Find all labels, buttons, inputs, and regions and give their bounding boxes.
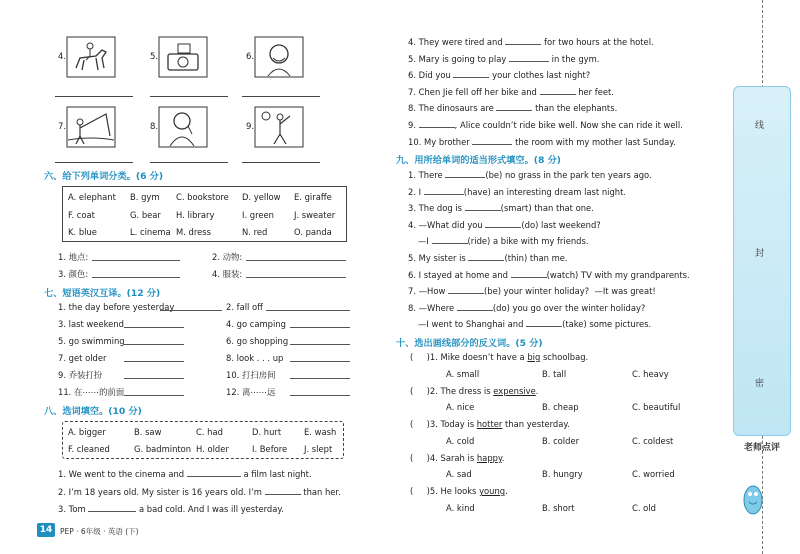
answer-blank[interactable] xyxy=(290,370,350,379)
word-option: J. sweater xyxy=(294,210,336,220)
answer-blank[interactable] xyxy=(160,302,222,311)
image-number: 7. xyxy=(58,122,67,132)
section-10-title: 十、选出画线部分的反义词。(5 分) xyxy=(396,338,543,349)
word-option: H. library xyxy=(176,210,215,220)
word-option: O. panda xyxy=(294,227,332,237)
phrase-item: 6. go shopping xyxy=(226,336,289,346)
choice-option[interactable]: C. beautiful xyxy=(632,402,681,412)
question-row: ( )5. He looks young. xyxy=(410,486,508,496)
question-row: 10. My brother the room with my mother last Sunday. xyxy=(408,137,676,147)
answer-blank[interactable] xyxy=(266,302,350,311)
binding-char: 封 xyxy=(755,249,765,259)
phrase-item: 5. go swimming xyxy=(58,336,125,346)
phrase-item: 7. get older xyxy=(58,353,107,363)
word-option: I. green xyxy=(242,210,274,220)
image-number: 4. xyxy=(58,52,67,62)
answer-line xyxy=(242,96,320,97)
choice-option[interactable]: B. hungry xyxy=(542,469,583,479)
word-option: E. giraffe xyxy=(294,192,332,202)
section-6-title: 六、给下列单词分类。(6 分) xyxy=(44,171,164,182)
answer-blank[interactable] xyxy=(124,336,184,345)
question-row: 2. I (have) an interesting dream last night. xyxy=(408,187,627,197)
answer-blank[interactable] xyxy=(290,319,350,328)
word-option: F. coat xyxy=(68,210,95,220)
answer-line xyxy=(242,162,320,163)
phrase-item: 2. fall off xyxy=(226,302,263,312)
answer-blank[interactable] xyxy=(290,336,350,345)
choice-option[interactable]: A. nice xyxy=(446,402,475,412)
phrase-item: 9. 乔装打扮 xyxy=(58,370,103,380)
answer-blank[interactable] xyxy=(290,387,350,396)
choice-option[interactable]: B. tall xyxy=(542,369,567,379)
word-option: A. bigger xyxy=(68,427,106,437)
question-row: ( )3. Today is hotter than yesterday. xyxy=(410,419,570,429)
answer-blank[interactable] xyxy=(124,387,184,396)
question-row: 8. —Where (do) you go over the winter holiday? xyxy=(408,303,646,313)
word-option: B. saw xyxy=(134,427,162,437)
old-man-icon xyxy=(254,36,304,78)
question-row: 3. The dog is (smart) than that one. xyxy=(408,203,594,213)
choice-option[interactable]: A. small xyxy=(446,369,480,379)
answer-blank[interactable] xyxy=(290,353,350,362)
answer-blank[interactable] xyxy=(246,269,346,278)
phrase-item: 11. 在⋯⋯的前面 xyxy=(58,387,125,397)
answer-line xyxy=(150,96,228,97)
word-option: L. cinema xyxy=(130,227,171,237)
choice-option[interactable]: B. short xyxy=(542,503,575,513)
question-row: 8. The dinosaurs are than the elephants. xyxy=(408,103,618,113)
mascot-icon xyxy=(740,478,766,518)
category-label: 4. 服装: xyxy=(212,269,243,279)
question-row: 2. I’m 18 years old. My sister is 16 years old. I’m than her. xyxy=(58,487,341,497)
choice-option[interactable]: B. cheap xyxy=(542,402,579,412)
phrase-item: 12. 离⋯⋯远 xyxy=(226,387,276,397)
answer-line xyxy=(55,96,133,97)
phrase-item: 1. the day before yesterday xyxy=(58,302,175,312)
phrase-item: 8. look . . . up xyxy=(226,353,284,363)
question-row: 7. Chen Jie fell off her bike and her feet. xyxy=(408,87,614,97)
image-number: 6. xyxy=(246,52,255,62)
question-row: ( )1. Mike doesn’t have a big schoolbag. xyxy=(410,352,589,362)
answer-blank[interactable] xyxy=(92,252,180,261)
choice-option[interactable]: A. cold xyxy=(446,436,475,446)
category-label: 1. 地点: xyxy=(58,252,89,262)
answer-line xyxy=(150,162,228,163)
choice-option[interactable]: C. old xyxy=(632,503,656,513)
teacher-comment-label: 老师点评 xyxy=(743,443,780,453)
question-row: 1. We went to the cinema and a film last night. xyxy=(58,469,312,479)
choice-option[interactable]: C. coldest xyxy=(632,436,674,446)
binding-char: 线 xyxy=(755,121,765,131)
word-option: N. red xyxy=(242,227,268,237)
image-number: 5. xyxy=(150,52,159,62)
horse-rider-icon xyxy=(66,36,116,78)
word-option: G. badminton xyxy=(134,444,192,454)
word-option: G. bear xyxy=(130,210,161,220)
phrase-item: 4. go camping xyxy=(226,319,286,329)
phrase-item: 10. 打扫房间 xyxy=(226,370,276,380)
answer-blank[interactable] xyxy=(124,319,184,328)
image-number: 9. xyxy=(246,122,255,132)
question-row: 7. —How (be) your winter holiday? —It was great! xyxy=(408,286,656,296)
word-option: A. elephant xyxy=(68,192,116,202)
phrase-item: 3. last weekend xyxy=(58,319,124,329)
image-number: 8. xyxy=(150,122,159,132)
section-8-title: 八、选词填空。(10 分) xyxy=(44,406,142,417)
camera-icon xyxy=(158,36,208,78)
choice-option[interactable]: B. colder xyxy=(542,436,580,446)
word-option: I. Before xyxy=(252,444,288,454)
category-label: 3. 颜色: xyxy=(58,269,89,279)
word-option: M. dress xyxy=(176,227,212,237)
word-option: B. gym xyxy=(130,192,160,202)
section-9-title: 九、用所给单词的适当形式填空。(8 分) xyxy=(396,155,561,166)
answer-blank[interactable] xyxy=(92,269,180,278)
category-label: 2. 动物: xyxy=(212,252,243,262)
page-number: 14 xyxy=(37,523,55,537)
answer-line xyxy=(55,162,133,163)
fishing-icon xyxy=(66,106,116,148)
answer-blank[interactable] xyxy=(124,370,184,379)
thinking-man-icon xyxy=(158,106,208,148)
question-row: —I (ride) a bike with my friends. xyxy=(418,236,589,246)
word-option: D. yellow xyxy=(242,192,281,202)
answer-blank[interactable] xyxy=(124,353,184,362)
word-option: E. wash xyxy=(304,427,337,437)
question-row: 5. My sister is (thin) than me. xyxy=(408,253,568,263)
section-7-title: 七、短语英汉互译。(12 分) xyxy=(44,288,161,299)
choice-option[interactable]: A. kind xyxy=(446,503,475,513)
question-row: 4. —What did you (do) last weekend? xyxy=(408,220,601,230)
word-option: J. slept xyxy=(304,444,333,454)
question-row: 5. Mary is going to play in the gym. xyxy=(408,54,600,64)
question-row: 6. Did you your clothes last night? xyxy=(408,70,591,80)
word-option: C. bookstore xyxy=(176,192,229,202)
choice-option[interactable]: C. heavy xyxy=(632,369,669,379)
question-row: 6. I stayed at home and (watch) TV with my grandparents. xyxy=(408,270,690,280)
word-option: F. cleaned xyxy=(68,444,110,454)
badminton-icon xyxy=(254,106,304,148)
question-row: ( )4. Sarah is happy. xyxy=(410,453,505,463)
choice-option[interactable]: C. worried xyxy=(632,469,675,479)
word-option: C. had xyxy=(196,427,223,437)
question-row: 4. They were tired and for two hours at the hotel. xyxy=(408,37,654,47)
question-row: —I went to Shanghai and (take) some pictures. xyxy=(418,319,652,329)
word-option: H. older xyxy=(196,444,229,454)
choice-option[interactable]: A. sad xyxy=(446,469,472,479)
question-row: 3. Tom a bad cold. And I was ill yesterday. xyxy=(58,504,284,514)
binding-char: 密 xyxy=(755,379,765,389)
word-option: K. blue xyxy=(68,227,97,237)
question-row: 9. , Alice couldn’t ride bike well. Now she can ride it well. xyxy=(408,120,683,130)
answer-blank[interactable] xyxy=(246,252,346,261)
question-row: 1. There (be) no grass in the park ten years ago. xyxy=(408,170,652,180)
question-row: ( )2. The dress is expensive. xyxy=(410,386,539,396)
word-option: D. hurt xyxy=(252,427,282,437)
footer-text: PEP · 6年级 · 英语 (下) xyxy=(60,527,139,536)
